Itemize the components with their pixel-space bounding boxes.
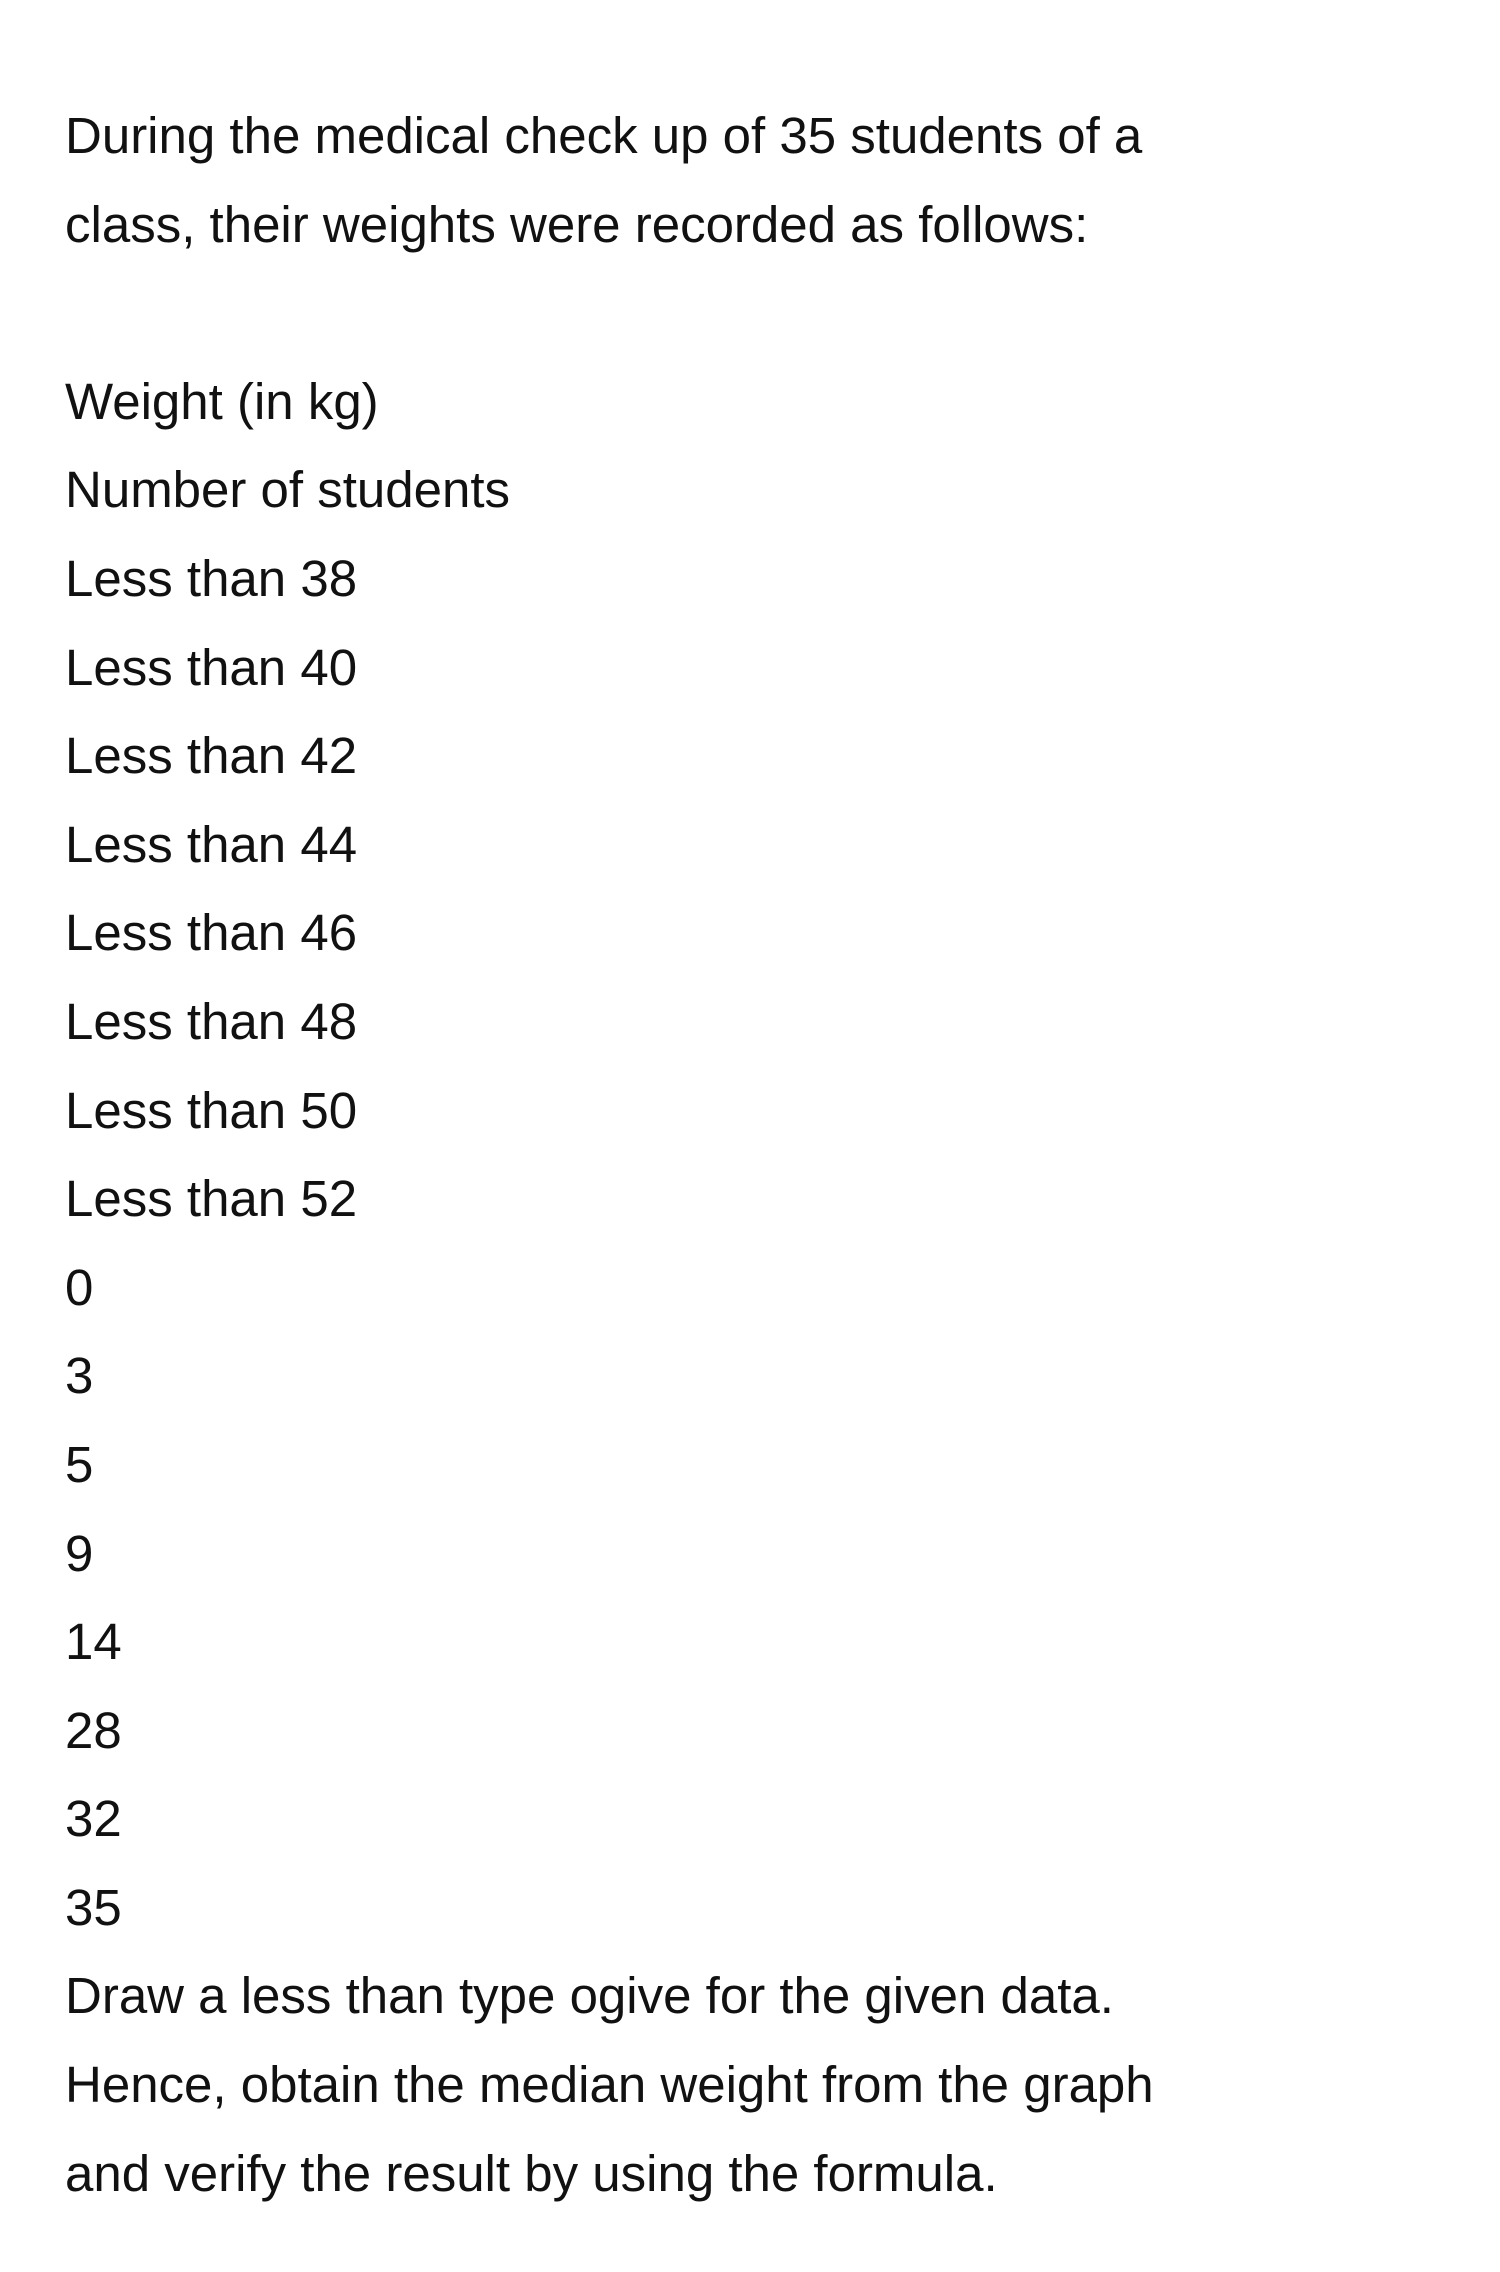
header-weight: Weight (in kg) <box>65 372 379 430</box>
document-body <box>65 92 1455 2218</box>
header-students: Number of students <box>65 461 511 519</box>
student-count-4: 9 <box>65 1524 94 1582</box>
weight-class-2: Less than 40 <box>65 638 358 696</box>
intro-line-1: During the medical check up of 35 students of a <box>65 107 1143 164</box>
student-count-7: 32 <box>65 1790 122 1848</box>
blank-line <box>65 269 1455 358</box>
question-line-1: Draw a less than type ogive for the given data. <box>65 1967 1114 2025</box>
student-count-3: 5 <box>65 1435 94 1493</box>
weight-class-6: Less than 48 <box>65 992 358 1050</box>
student-count-2: 3 <box>65 1347 94 1405</box>
intro-line-2: class, their weights were recorded as follows: <box>65 195 1089 253</box>
student-count-8: 35 <box>65 1878 122 1936</box>
question-line-2: Hence, obtain the median weight from the graph <box>65 2056 1154 2114</box>
weight-class-1: Less than 38 <box>65 549 358 607</box>
weight-class-3: Less than 42 <box>65 727 358 785</box>
weight-class-7: Less than 50 <box>65 1081 358 1139</box>
student-count-6: 28 <box>65 1701 122 1759</box>
student-count-1: 0 <box>65 1258 94 1316</box>
weight-class-5: Less than 46 <box>65 904 358 962</box>
student-count-5: 14 <box>65 1613 122 1671</box>
weight-class-4: Less than 44 <box>65 815 358 873</box>
question-line-3: and verify the result by using the formula. <box>65 2144 998 2202</box>
weight-class-8: Less than 52 <box>65 1170 358 1228</box>
